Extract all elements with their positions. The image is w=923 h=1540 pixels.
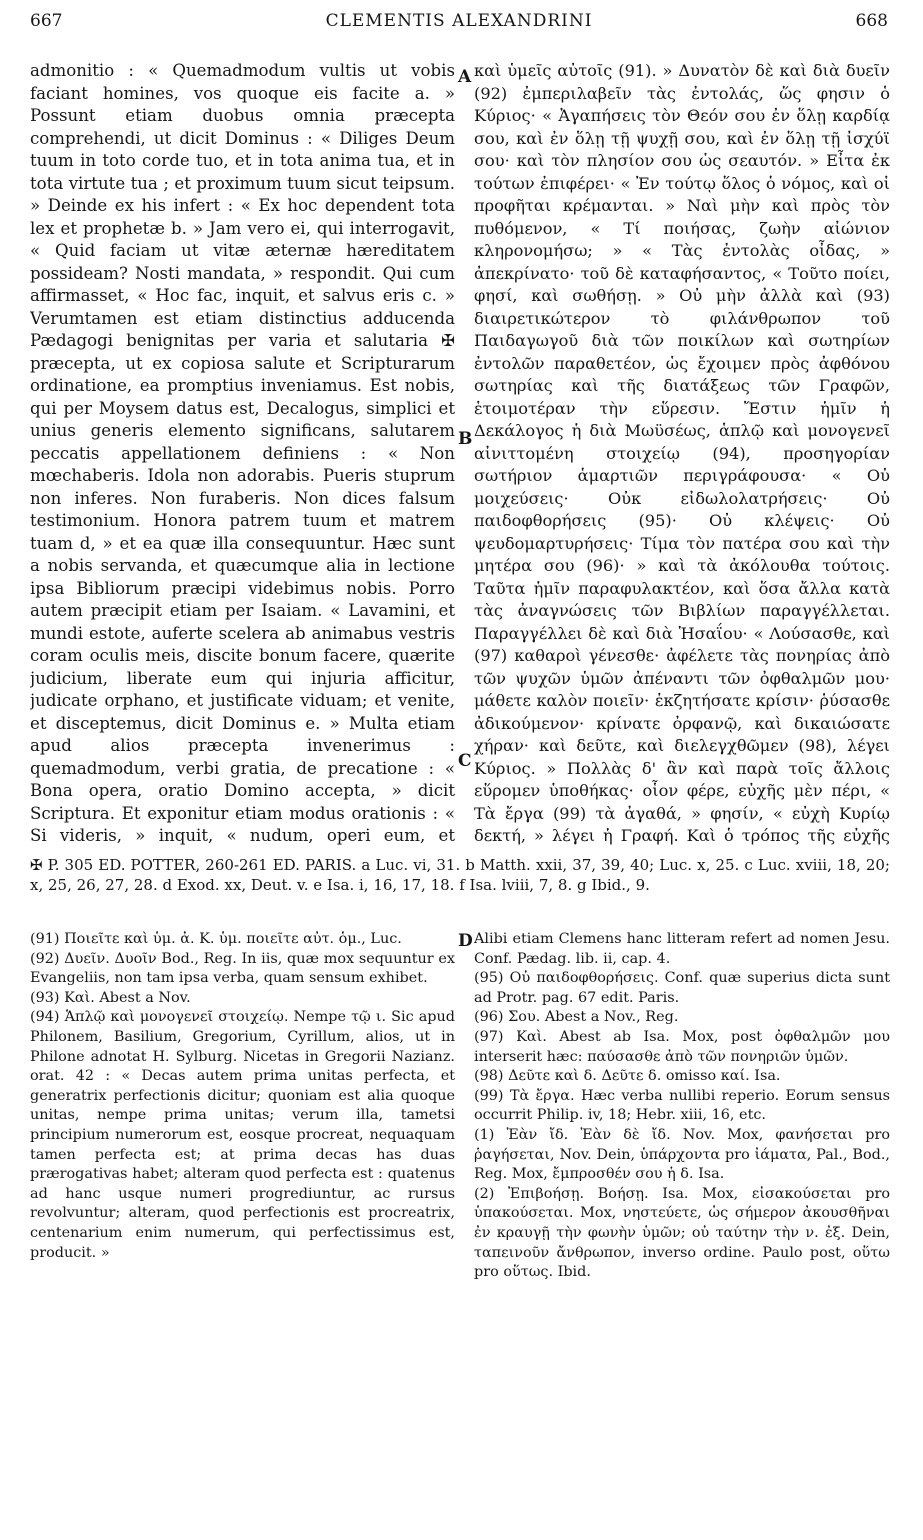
note: (96) Σου. Abest a Nov., Reg. [474,1009,679,1026]
notes-left-column [30,930,455,1522]
page-number-left: 667 [30,11,63,31]
note: Alibi etiam Clemens hanc litteram refert ad nomen Jesu. Conf. Pædag. lib. ii, cap. 4. [474,931,890,967]
note: (94) Ἁπλῷ καὶ μονογενεῖ στοιχείῳ. Nempe τῷ ι. Sic apud Philonem, Basilium, Gregorium, Cyrillum, alios, ut in Philone adnotat H. Sylburg. Nicetas in Gregorii Nazianz. orat. 42 : « Decas autem prima unitas perfecta, et generatrix perfectionis dicitur; quoniam est alia quoque unitas, nempe prima unitas; verum illa, tametsi principium numerorum est, eosque procreat, nequaquam tamen perfecta est; at prima decas has duas prærogativas habet; alteram quod perfecta est : quatenus ad hanc usque numeri progrediuntur, ac rursus revolvuntur; alteram, quod perfectionis est procreatrix, centenarium enim numerum, qui perfectissimus est, producit. » [30,1009,455,1261]
note: (97) Καὶ. Abest ab Isa. Mox, post ὀφθαλμῶν μου interserit hæc: παύσασθε ἀπὸ τῶν πονηριῶν ὑμῶν. [474,1028,890,1065]
column-marker-b: B [458,429,473,449]
note: (1) Ἐὰν ἴδ. Ἐὰν δὲ ἴδ. Nov. Mox, φανήσεται pro ῥαγήσεται, Nov. Dein, ὑπάρχοντα pro ἰάματα, Pal., Bod., Reg. Mox, ἔμπροσθέν σου ἡ δ. Isa. [474,1126,890,1183]
note: (2) Ἐπιβοήσῃ. Βοήσῃ. Isa. Mox, εἰσακούσεται pro ὑπακούσεται. Mox, νηστεύετε, ὡς σήμερον ἀκουσθῆναι ἐν κραυγῇ τὴν φωνὴν ὑμῶν; οὐ ταύτην τὴν ν. ἐξ. Dein, ταπεινοῦν ἄνθρωπον, inverso ordine. Paulo post, οὕτω pro οὕτως. Ibid. [474,1185,890,1281]
greek-column [474,60,890,850]
page-header [30,6,888,36]
note: (99) Τὰ ἔργα. Hæc verba nullibi reperio. Eorum sensus occurrit Philip. iv, 18; Hebr. xiii, 16, etc. [474,1087,890,1124]
note: (95) Οὐ παιδοφθορήσεις. Conf. quæ superius dicta sunt ad Protr. pag. 67 edit. Paris. [474,970,890,1006]
notes-right-column [474,930,890,1522]
scripture-references [30,855,890,915]
column-marker-a: A [458,67,472,87]
note: (92) Δυεῖν. Δυοῖν Bod., Reg. In iis, quæ mox sequuntur ex Evangeliis, non tam ipsa verba, quam sensum exhibet. [30,950,455,987]
column-marker-d: D [458,931,473,951]
latin-text: admonitio : « Quemadmodum vultis ut vobis faciant homines, vos quoque eis facite a. » Possunt etiam duobus omnia præcepta comprehendi, ut dicit Dominus : « Diliges Deum tuum in toto corde tuo, et in tota anima tua, et in tota virtute tua ; et proximum tuum sicut teipsum. » Deinde ex his infert : « Ex hoc dependent tota lex et prophetæ b. » Jam vero ei, qui interrogavit, « Quid faciam ut vitæ æternæ hæreditatem possideam? Nosti mandata, » respondit. Qui cum affirmasset, « Hoc fac, inquit, et salvus eris c. » Verumtamen est etiam distinctius adducenda Pædagogi benignitas per varia et salutaria ✠ præcepta, ut ex copiosa salute et Scripturarum ordinatione, ea promptius inveniamus. Est nobis, qui per Moysem datus est, Decalogus, simplici et unius generis elemento significans, salutarem peccatis appellationem definiens : « Non mœchaberis. Idola non adorabis. Pueris stuprum non inferes. Non furaberis. Non dices falsum testimonium. Honora patrem tuum et matrem tuam d, » et ea quæ illa consequuntur. Hæc sunt a nobis servanda, et quæcumque alia in lectione ipsa Bibliorum præcipi videbimus nobis. Porro autem præcipit etiam per Isaiam. « Lavamini, et mundi estote, auferte scelera ab animabus vestris coram oculis meis, discite bonum facere, quærite judicium, liberate eum qui injuria afficitur, judicate orphano, et justificate viduam; et venite, et disceptemus, dicit Dominus e. » Multa etiam apud alios præcepta invenerimus : quemadmodum, verbi gratia, de precatione : « Bona opera, oratio Domino accepta, » dicit Scriptura. Et exponitur etiam modus orationis : « Si videris, » inquit, « nudum, operi eum, et [30,61,455,845]
note: (93) Καὶ. Abest a Nov. [30,989,191,1006]
running-title: CLEMENTIS ALEXANDRINI [325,11,593,31]
greek-text: καὶ ὑμεῖς αὐτοῖς (91). » Δυνατὸν δὲ καὶ διὰ δυεῖν (92) ἐμπεριλαβεῖν τὰς ἐντολάς, ὥς φησιν ὁ Κύριος· « Ἀγαπήσεις τὸν Θεόν σου ἐν ὅλῃ καρδίᾳ σου, καὶ ἐν ὅλῃ τῇ ψυχῇ σου, καὶ ἐν ὅλῃ τῇ ἰσχύϊ σου· καὶ τὸν πλησίον σου ὡς σεαυτόν. » Εἶτα ἐκ τούτων ἐπιφέρει· « Ἐν τούτῳ ὅλος ὁ νόμος, καὶ οἱ προφῆται κρέμανται. » Ναὶ μὴν καὶ πρὸς τὸν πυθόμενον, « Τί ποιήσας, ζωὴν αἰώνιον κληρονομήσω; » « Τὰς ἐντολὰς οἶδας, » ἀπεκρίνατο· τοῦ δὲ καταφήσαντος, « Τοῦτο ποίει, φησί, καὶ σωθήσῃ. » Οὐ μὴν ἀλλὰ καὶ (93) διαιρετικώτερον τὸ φιλάνθρωπον τοῦ Παιδαγωγοῦ διὰ τῶν ποικίλων καὶ σωτηρίων ἐντολῶν παραθετέον, ὡς ἔχοιμεν πρὸς ἀφθόνου σωτηρίας καὶ τῆς διατάξεως τῶν Γραφῶν, ἑτοιμοτέραν τὴν εὕρεσιν. Ἔστιν ἡμῖν ἡ Δεκάλογος ἡ διὰ Μωϋσέως, ἁπλῷ καὶ μονογενεῖ αἰνιττομένη στοιχείῳ (94), προσηγορίαν σωτήριον ἁμαρτιῶν περιγράφουσα· « Οὐ μοιχεύσεις· Οὐκ εἰδωλολατρήσεις· Οὐ παιδοφθορήσεις (95)· Οὐ κλέψεις· Οὐ ψευδομαρτυρήσεις· Τίμα τὸν πατέρα σου καὶ τὴν μητέρα σου (96)· » καὶ τὰ ἀκόλουθα τούτοις. Ταῦτα ἡμῖν παραφυλακτέον, καὶ ὅσα ἄλλα κατὰ τὰς ἀναγνώσεις τῶν Βιβλίων παραγγέλλεται. Παραγγέλλει δὲ καὶ διὰ Ἡσαΐου· « Λούσασθε, καὶ (97) καθαροὶ γένεσθε· ἀφέλετε τὰς πονηρίας ἀπὸ τῶν ψυχῶν ὑμῶν ἀπέναντι τῶν ὀφθαλμῶν μου· μάθετε καλὸν ποιεῖν· ἐκζητήσατε κρίσιν· ῥύσασθε ἀδικούμενον· κρίνατε ὀρφανῷ, καὶ δικαιώσατε χήραν· καὶ δεῦτε, καὶ διελεγχθῶμεν (98), λέγει Κύριος. » Πολλὰς δ' ἂν καὶ παρὰ τοῖς ἄλλοις εὕρομεν ὑποθήκας· οἷον φέρε, εὐχῆς μὲν πέρι, « Τὰ ἔργα (99) τὰ ἀγαθά, » φησίν, « εὐχὴ Κυρίῳ δεκτή, » λέγει ἡ Γραφή. Καὶ ὁ τρόπος τῆς εὐχῆς [474,61,890,845]
references-text: ✠ P. 305 ED. POTTER, 260-261 ED. PARIS. a Luc. vi, 31. b Matth. xxii, 37, 39, 40; Luc. x, 25. c Luc. xviii, 18, 20; x, 25, 26, 27, 28. d Exod. xx, Deut. v. e Isa. i, 16, 17, 18. f Isa. lviii, 7, 8. g Ibid., 9. [30,856,890,894]
note: (98) Δεῦτε καὶ δ. Δεῦτε δ. omisso καί. Isa. [474,1068,781,1085]
column-marker-c: C [458,751,472,771]
page-number-right: 668 [855,11,888,31]
latin-column [30,60,455,850]
note: (91) Ποιεῖτε καὶ ὑμ. ἀ. Κ. ὑμ. ποιεῖτε αὐτ. ὁμ., Luc. [30,931,402,947]
